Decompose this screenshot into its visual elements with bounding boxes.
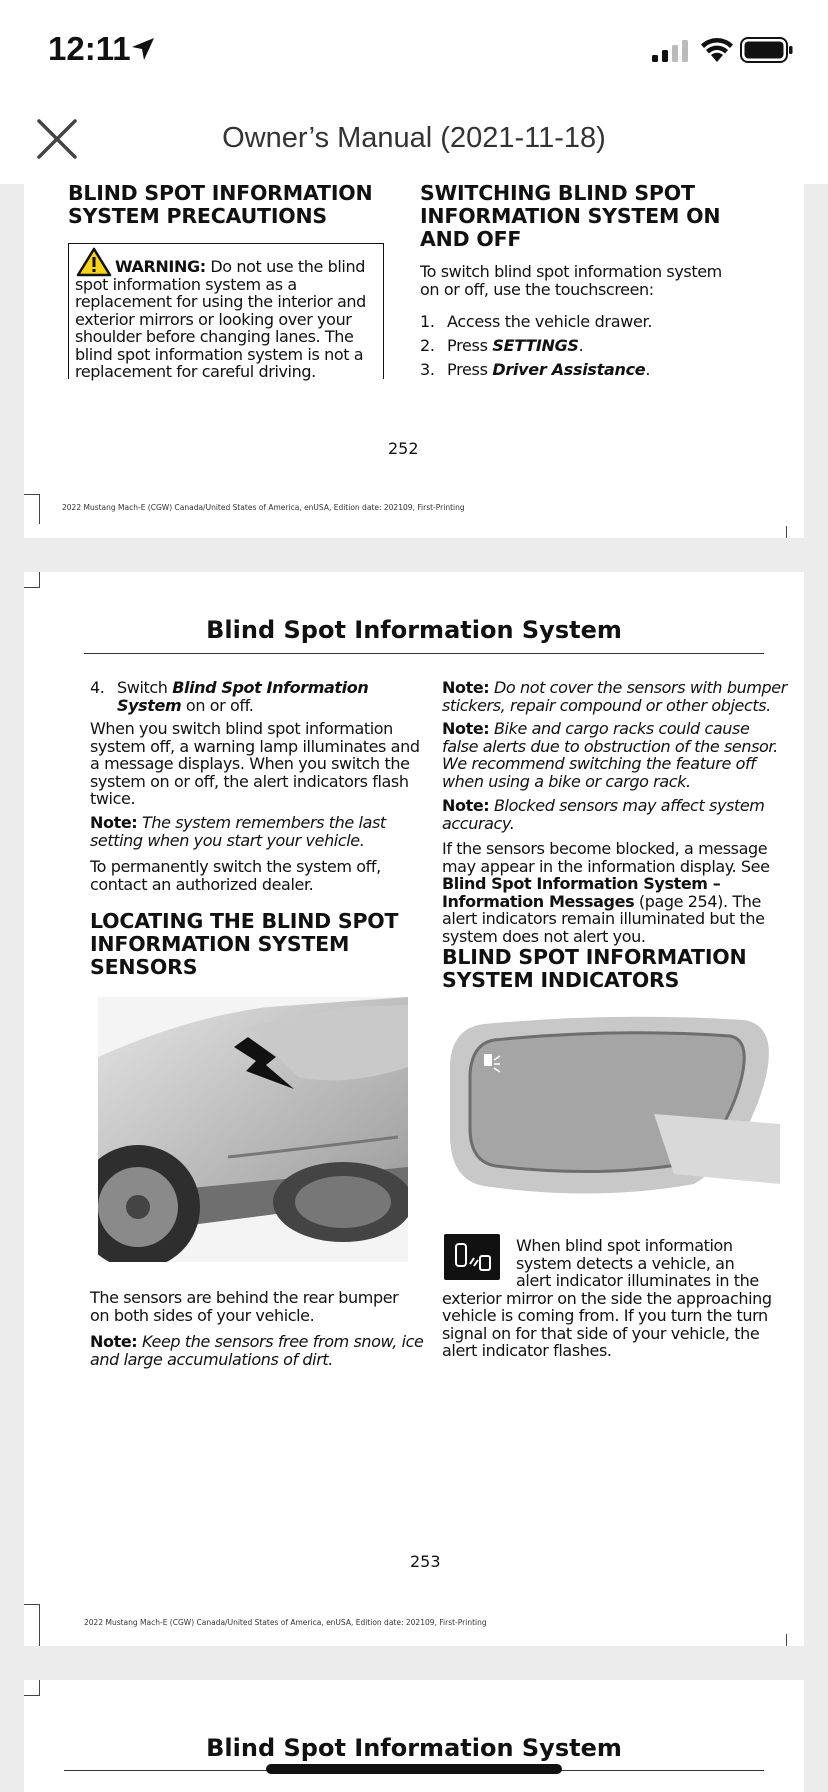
- document-title: Owner’s Manual (2021-11-18): [222, 122, 606, 154]
- blocked-sensors-paragraph: If the sensors become blocked, a message may appear in the information display. See Blind Spot Information System – Information Messages (page 254). The alert indicators remain illuminated but the system does not alert you.: [442, 839, 770, 946]
- permanent-switch-paragraph: To permanently switch the system off, contact an authorized dealer.: [90, 857, 381, 894]
- pdf-viewer[interactable]: [0, 184, 828, 1792]
- page-footer: 2022 Mustang Mach-E (CGW) Canada/United States of America, enUSA, Edition date: 202109, First-Printing: [84, 1618, 487, 1627]
- step-3: 3. Press Driver Assistance.: [420, 360, 651, 379]
- cellular-signal-icon: [652, 40, 692, 62]
- indicator-paragraph: When blind spot information system detects a vehicle, an alert indicator illuminates in the exterior mirror on the side the approaching vehicle is coming from. If you turn the turn signal on for that side of your vehicle, the alert indicator flashes.: [442, 1236, 772, 1360]
- switching-intro: To switch blind spot information system on or off, use the touchscreen:: [420, 262, 722, 299]
- page-title: Blind Spot Information System: [206, 1734, 622, 1762]
- page-number: 252: [388, 439, 419, 458]
- step-1: 1. Access the vehicle drawer.: [420, 312, 653, 331]
- home-indicator[interactable]: [266, 1764, 562, 1774]
- crop-mark: [786, 526, 787, 538]
- pdf-page-253: [24, 572, 804, 1646]
- step-4: 4. Switch Blind Spot Information System on or off.: [90, 678, 369, 715]
- crop-mark: [24, 494, 40, 495]
- location-arrow-icon: [130, 36, 156, 62]
- warning-text: WARNING: Do not use the blind spot information system as a replacement for using the interior and exterior mirrors or looking over your shoulder before changing lanes. The blind spot information system is not a replacement for careful driving.: [75, 257, 366, 381]
- rear-bumper-sensor-image: [98, 997, 408, 1262]
- note-blocked-sensors: Note: Blocked sensors may affect system accuracy.: [442, 796, 765, 833]
- page-footer: 2022 Mustang Mach-E (CGW) Canada/United States of America, enUSA, Edition date: 202109, First-Printing: [62, 503, 465, 512]
- page-title: Blind Spot Information System: [206, 616, 622, 644]
- pdf-page-254: [24, 1680, 804, 1792]
- title-divider: [84, 653, 764, 654]
- locating-sensors-heading: LOCATING THE BLIND SPOT INFORMATION SYSTEM SENSORS: [90, 909, 399, 979]
- precautions-heading: BLIND SPOT INFORMATION SYSTEM PRECAUTIONS: [68, 184, 373, 228]
- crop-mark: [24, 572, 40, 588]
- pdf-page-252: [24, 184, 804, 538]
- crop-mark: [24, 1604, 40, 1646]
- note-remember: Note: The system remembers the last setting when you start your vehicle.: [90, 813, 386, 850]
- crop-mark: [24, 494, 40, 524]
- sensors-location-paragraph: The sensors are behind the rear bumper on both sides of your vehicle.: [90, 1288, 399, 1325]
- wifi-icon: [700, 36, 734, 64]
- switching-heading: SWITCHING BLIND SPOT INFORMATION SYSTEM ON AND OFF: [420, 184, 721, 251]
- note-do-not-cover: Note: Do not cover the sensors with bumper stickers, repair compound or other objects.: [442, 678, 787, 715]
- note-bike-racks: Note: Bike and cargo racks could cause false alerts due to obstruction of the sensor. We recommend switching the feature off when using a bike or cargo rack.: [442, 719, 778, 791]
- page-number: 253: [410, 1552, 441, 1571]
- crop-mark: [24, 1680, 40, 1696]
- switch-off-paragraph: When you switch blind spot information system off, a warning lamp illuminates and a message displays. When you switch the system on or off, the alert indicators flash twice.: [90, 719, 420, 808]
- indicators-heading: BLIND SPOT INFORMATION SYSTEM INDICATORS: [442, 945, 747, 992]
- crop-mark: [786, 1634, 787, 1646]
- battery-icon: [740, 36, 794, 64]
- status-time: 12:11: [48, 30, 131, 67]
- messages-link[interactable]: Blind Spot Information System –: [442, 874, 721, 893]
- step-2: 2. Press SETTINGS.: [420, 336, 584, 355]
- side-mirror-image: [444, 1014, 780, 1196]
- note-keep-clean: Note: Keep the sensors free from snow, ice and large accumulations of dirt.: [90, 1332, 424, 1369]
